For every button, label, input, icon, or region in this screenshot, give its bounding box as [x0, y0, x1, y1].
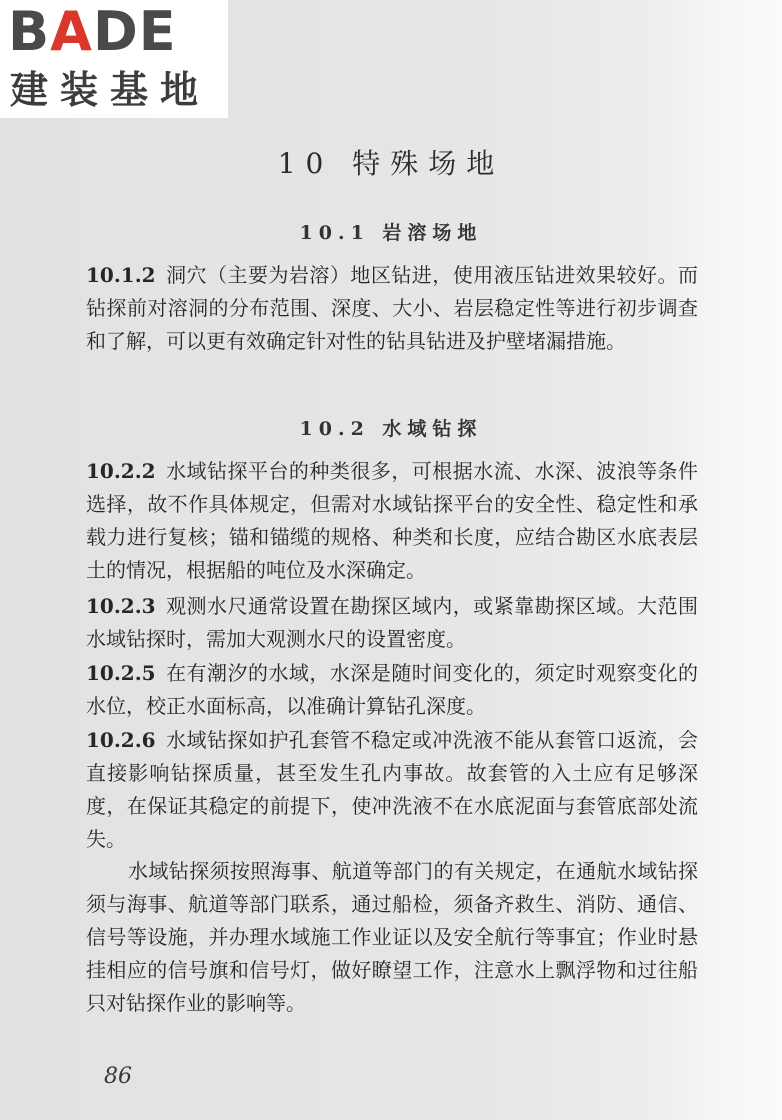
- clause-10-2-5: [86, 657, 698, 723]
- clause-10-2-3: [86, 590, 698, 656]
- logo: [0, 0, 228, 118]
- logo-chinese-text: 建装基地: [10, 68, 211, 112]
- page-number: 86: [104, 1064, 132, 1089]
- clause-10-1-2: [86, 259, 698, 358]
- section-title: 10.2 水域钻探: [299, 418, 483, 440]
- paragraph-text: 水域钻探须按照海事、航道等部门的有关规定，在通航水域钻探须与海事、航道等部门联系，通过船检，须备齐救生、消防、通信、信号等设施，并办理水域施工作业证以及安全航行等事宜；作业时悬挂相应的信号旗和信号灯，做好瞭望工作，注意水上飘浮物和过往船只对钻探作业的影响等。: [86, 859, 698, 1015]
- clause-number: 10.2.3: [86, 594, 156, 618]
- clause-number: 10.2.6: [86, 728, 156, 752]
- clause-text: 洞穴（主要为岩溶）地区钻进，使用液压钻进效果较好。而钻探前对溶洞的分布范围、深度、大小、岩层稳定性等进行初步调查和了解，可以更有效确定针对性的钻具钻进及护壁堵漏措施。: [86, 263, 698, 353]
- clause-10-2-2: [86, 455, 698, 587]
- section-title: 10.1 岩溶场地: [299, 222, 483, 244]
- clause-number: 10.2.5: [86, 661, 156, 685]
- clause-number: 10.1.2: [86, 263, 156, 287]
- clause-text: 水域钻探如护孔套管不稳定或冲洗液不能从套管口返流，会直接影响钻探质量，甚至发生孔内事故。故套管的入土应有足够深度，在保证其稳定的前提下，使冲洗液不在水底泥面与套管底部处流失。: [86, 728, 698, 851]
- logo-wordmark: BADE: [8, 0, 177, 63]
- clause-10-2-6: [86, 724, 698, 856]
- clause-text: 在有潮汐的水域，水深是随时间变化的，须定时观察变化的水位，校正水面标高，以准确计算钻孔深度。: [86, 661, 698, 718]
- clause-number: 10.2.2: [86, 459, 156, 483]
- paragraph-water-drilling-rules: [86, 855, 698, 1020]
- chapter-title: 10 特殊场地: [277, 147, 505, 180]
- clause-text: 水域钻探平台的种类很多，可根据水流、水深、波浪等条件选择，故不作具体规定，但需对水域钻探平台的安全性、稳定性和承载力进行复核；锚和锚缆的规格、种类和长度，应结合勘区水底表层土的情况，根据船的吨位及水深确定。: [86, 459, 698, 582]
- clause-text: 观测水尺通常设置在勘探区域内，或紧靠勘探区域。大范围水域钻探时，需加大观测水尺的设置密度。: [86, 594, 698, 651]
